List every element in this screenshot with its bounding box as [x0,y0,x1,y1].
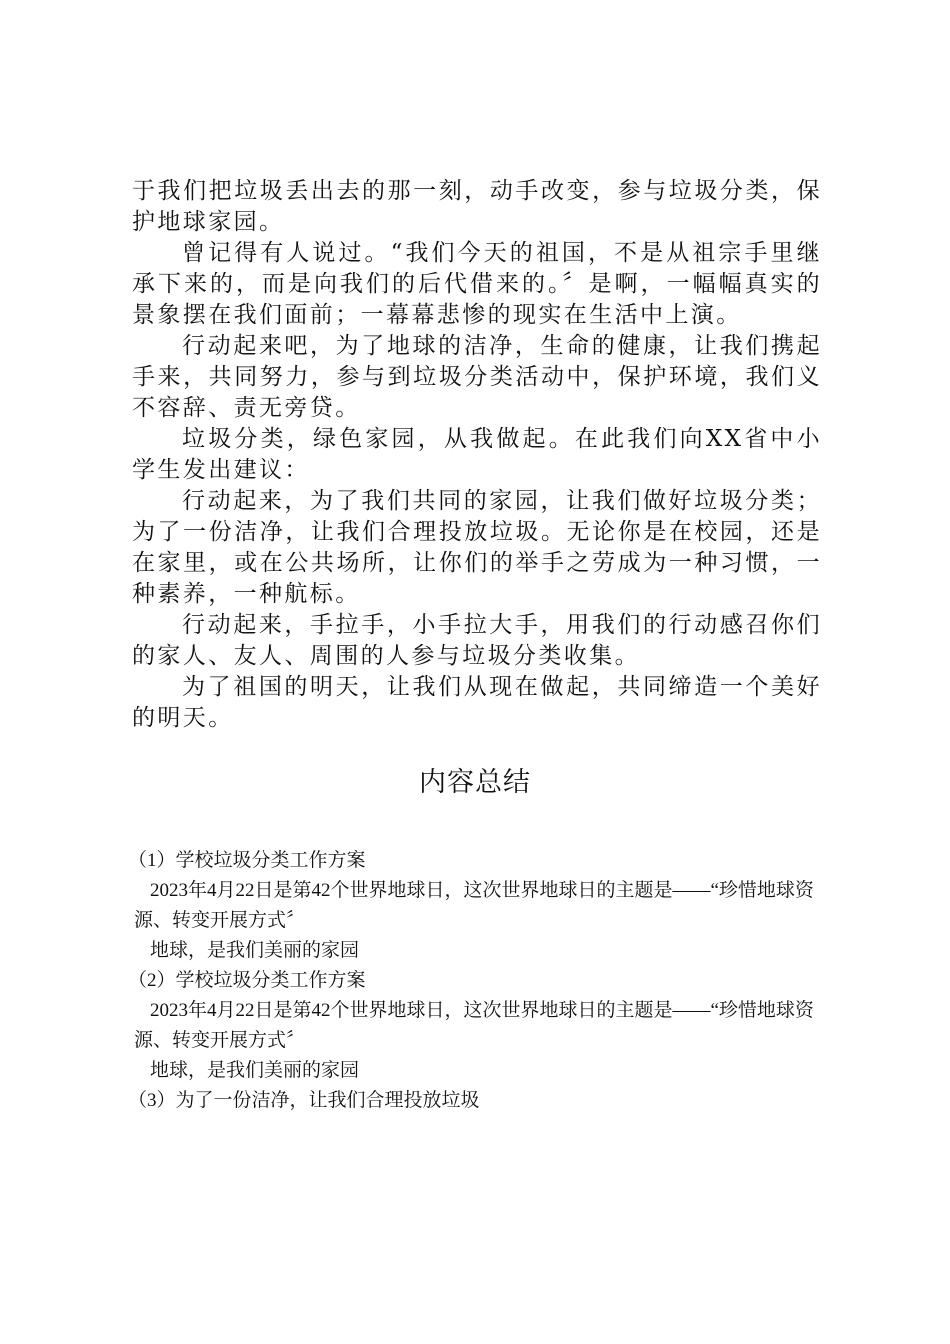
summary-item-title: （2）学校垃圾分类工作方案 [128,970,366,991]
paragraph: 曾记得有人说过。“我们今天的祖国，不是从祖宗手里继承下来的，而是向我们的后代借来的。〞是啊，一幅幅真实的景象摆在我们面前；一幕幕悲惨的现实在生活中上演。 [132,240,822,328]
summary-title: 内容总结 [419,767,531,798]
body-text [132,176,822,734]
summary-item-title: （1）学校垃圾分类工作方案 [128,850,366,871]
paragraph: 行动起来吧，为了地球的洁净，生命的健康，让我们携起手来，共同努力，参与到垃圾分类活动中，保护环境，我们义不容辞、责无旁贷。 [132,333,822,421]
paragraph: 行动起来，为了我们共同的家园，让我们做好垃圾分类；为了一份洁净，让我们合理投放垃圾。无论你是在校园，还是在家里，或在公共场所，让你们的举手之劳成为一种习惯，一种素养，一种航标。 [132,488,822,607]
paragraph: 垃圾分类，绿色家园，从我做起。在此我们向XX省中小学生发出建议： [132,426,822,483]
summary-item-body: 地球，是我们美丽的家园 [150,940,360,961]
summary-item-title: （3）为了一份洁净，让我们合理投放垃圾 [128,1090,480,1111]
summary-section [128,846,824,1116]
summary-item-body: 2023年4月22日是第42个世界地球日，这次世界地球日的主题是——“珍惜地球资源、转变开展方式〞 [134,880,814,931]
summary-item-body: 地球，是我们美丽的家园 [150,1060,360,1081]
paragraph: 于我们把垃圾丢出去的那一刻，动手改变，参与垃圾分类，保护地球家园。 [132,178,822,235]
paragraph: 行动起来，手拉手，小手拉大手，用我们的行动感召你们的家人、友人、周围的人参与垃圾分类收集。 [132,612,822,669]
summary-item-body: 2023年4月22日是第42个世界地球日，这次世界地球日的主题是——“珍惜地球资源、转变开展方式〞 [134,1000,814,1051]
paragraph: 为了祖国的明天，让我们从现在做起，共同缔造一个美好的明天。 [132,674,822,731]
